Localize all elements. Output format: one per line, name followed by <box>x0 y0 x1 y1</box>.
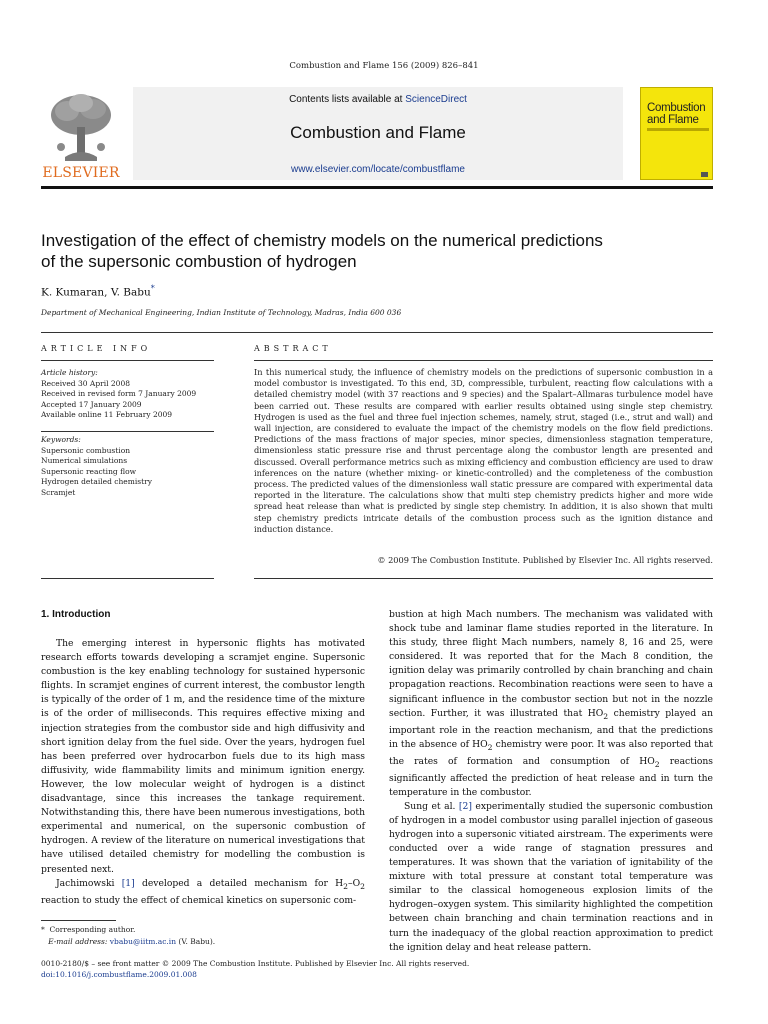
authors <box>41 284 155 299</box>
sciencedirect-link[interactable]: ScienceDirect <box>405 94 467 105</box>
keyword: Supersonic reacting flow <box>41 466 137 476</box>
footnote-email: E-mail address: vbabu@iitm.ac.in (V. Babu). <box>48 936 216 946</box>
section-rule <box>41 332 713 333</box>
keywords-rule <box>41 431 214 432</box>
paragraph: Sung et al. [2] experimentally studied the supersonic combustion of hydrogen in a model combustor using parallel injection of gaseous hydrogen into a supersonic vitiated airstream. The experiments were conducted over a wide range of stagnation pressures and temperatures. It was shown that the variation of ignitability of the mixture with total pressure at constant total temperature was similar to the classical homogeneous explosion limits of the hydrogen–oxygen system. This similarity highlighted the competition between chain branching and chain termination reactions and in turn the inadequacy of the global reaction approximation to predict the ignition delay and heat release pattern. <box>389 800 713 953</box>
email-link[interactable]: vbabu@iitm.ac.in <box>109 936 177 946</box>
abstract-rule <box>254 360 713 361</box>
article-info-rule <box>41 360 214 361</box>
journal-cover[interactable] <box>640 87 713 180</box>
elsevier-wordmark: ELSEVIER <box>42 165 120 181</box>
corresponding-author-mark[interactable]: * <box>150 284 155 293</box>
doi-link[interactable]: doi:10.1016/j.combustflame.2009.01.008 <box>41 970 197 979</box>
keyword: Supersonic combustion <box>41 445 131 455</box>
elsevier-logo[interactable] <box>41 87 121 180</box>
affiliation: Department of Mechanical Engineering, Indian Institute of Technology, Madras, India 600 036 <box>41 308 402 317</box>
cover-title: Combustion and Flame <box>647 102 706 126</box>
journal-reference: Combustion and Flame 156 (2009) 826–841 <box>289 61 479 71</box>
footnote-rule <box>41 920 116 921</box>
author-names: K. Kumaran, V. Babu <box>41 286 151 299</box>
cover-publisher-mark <box>701 172 708 177</box>
abstract-heading: ABSTRACT <box>254 344 332 353</box>
paragraph: bustion at high Mach numbers. The mechanism was validated with shock tube and laminar flame studies reported in the literature. In this study, three flight Mach numbers, namely 8, 16 and 25, were considered. It was reported that for the Mach 8 condition, the ignition delay was primarily controlled by chain branching and chain propagation reactions. Recombination reactions were seen to have a significant influence in the combustor section but not in the nozzle section. Further, it was illustrated that $HO_2$ chemistry played an important role in the reaction mechanism, and that the predictions in the absence of $HO_2$ chemistry were poor. It was also reported that the rates of formation and consumption of $HO_2$ reactions significantly affected the prediction of heat release and in turn the temperature in the combustor. <box>389 609 713 798</box>
abstract-text: In this numerical study, the influence of chemistry models on the predictions of supersonic combustion in a model combustor is investigated. To this end, 3D, compressible, turbulent, reacting flow calculations with a detailed chemistry model (with 37 reactions and 9 species) and the Spalart–Allmaras turbulence model have been carried out. These results are compared with earlier results obtained using single step chemistry. Hydrogen is used as the fuel and three fuel injection schemes, namely, strut, staged (i.e., strut and wall) and wall injection, are considered to evaluate the impact of the chemistry models on the flow field predictions. Predictions of the mass fractions of major species, minor species, dimensionless stagnation temperature, dimensionless static pressure rise and thrust percentage along the combustor length are presented and discussed. Overall performance metrics such as mixing efficiency and combustion efficiency are used to draw inferences on the nature (whether mixing- or kinetic-controlled) and the completeness of the combustion process. The predicted values of the dimensionless wall static pressure are compared with experimental data reported in the literature. The calculations show that multi step chemistry predicts higher and more wide spread heat release than what is predicted by single step chemistry. In addition, it is also shown that multi step chemistry predicts intricate details of the combustion process such as the ignition distance and induction distance. <box>254 367 713 534</box>
history-entry: Accepted 17 January 2009 <box>41 399 142 409</box>
front-matter-footer <box>41 958 469 980</box>
article-history <box>41 368 214 421</box>
body-column-right <box>389 608 713 955</box>
keyword: Hydrogen detailed chemistry <box>41 477 152 486</box>
citation-link[interactable]: [2] <box>458 800 472 812</box>
journal-homepage-link[interactable]: www.elsevier.com/locate/combustflame <box>291 164 465 175</box>
article-title: Investigation of the effect of chemistry models on the numerical predictions of the supersonic combustion of hydrogen <box>41 231 603 271</box>
article-info-heading: ARTICLE INFO <box>41 344 152 353</box>
history-label: Article history: <box>41 368 98 377</box>
contents-prefix: Contents lists available at <box>289 94 406 105</box>
contents-line <box>133 94 623 105</box>
abstract-end-rule <box>254 578 713 579</box>
paragraph: The emerging interest in hypersonic flights has motivated research efforts towards developing a scramjet engine. Supersonic combustion is the key enabling technology for sustained hypersonic flights. In scramjet engines of current interest, the combustor length is typically of the order of 1 m, and the residence time of the mixture is of the order of milliseconds. This requires effective mixing and injection strategies from the combustor side and high diffusivity and short ignition delay from the fuel side. Over the years, hydrogen fuel has been preferred over hydrocarbon fuels due to its high mass diffusivity, wide flammability limits and minimum ignition energy. However, the low molecular weight of hydrogen is a distinct disadvantage, since this increases the tankage requirement. Notwithstanding this, there have been numerous investigations, both experimental and numerical, on the supersonic combustion of hydrogen. A review of the literature on numerical investigations that have utilised detailed chemistry for modelling the combustion is presented next. <box>41 638 365 875</box>
journal-header <box>41 87 621 180</box>
keyword: Numerical simulations <box>41 456 128 465</box>
journal-name: Combustion and Flame <box>290 123 466 142</box>
issn-line: 0010-2180/$ – see front matter © 2009 The Combustion Institute. Published by Elsevier Inc. All rights reserved. <box>41 959 470 968</box>
section-heading-introduction: 1. Introduction <box>41 609 111 620</box>
cover-subtitle-bar <box>647 128 709 131</box>
tree-icon <box>47 91 115 163</box>
history-entry: Received 30 April 2008 <box>41 378 130 388</box>
keyword: Scramjet <box>41 487 76 497</box>
keywords-label: Keywords: <box>41 435 81 444</box>
keywords <box>41 435 214 498</box>
header-rule <box>41 186 713 189</box>
footnote-corresponding: * Corresponding author. <box>41 925 136 934</box>
history-entry: Available online 11 February 2009 <box>41 410 173 419</box>
paragraph: Jachimowski [1] developed a detailed mechanism for $H_2-O_2$ reaction to study the effect of chemical kinetics on supersonic com- <box>41 877 365 906</box>
body-column-left <box>41 637 365 908</box>
history-entry: Received in revised form 7 January 2009 <box>41 389 197 398</box>
journal-masthead <box>133 87 623 180</box>
abstract-copyright: © 2009 The Combustion Institute. Published by Elsevier Inc. All rights reserved. <box>377 555 713 565</box>
article-info-end-rule <box>41 578 214 579</box>
citation-link[interactable]: [1] <box>121 877 135 889</box>
footnote <box>41 924 365 947</box>
